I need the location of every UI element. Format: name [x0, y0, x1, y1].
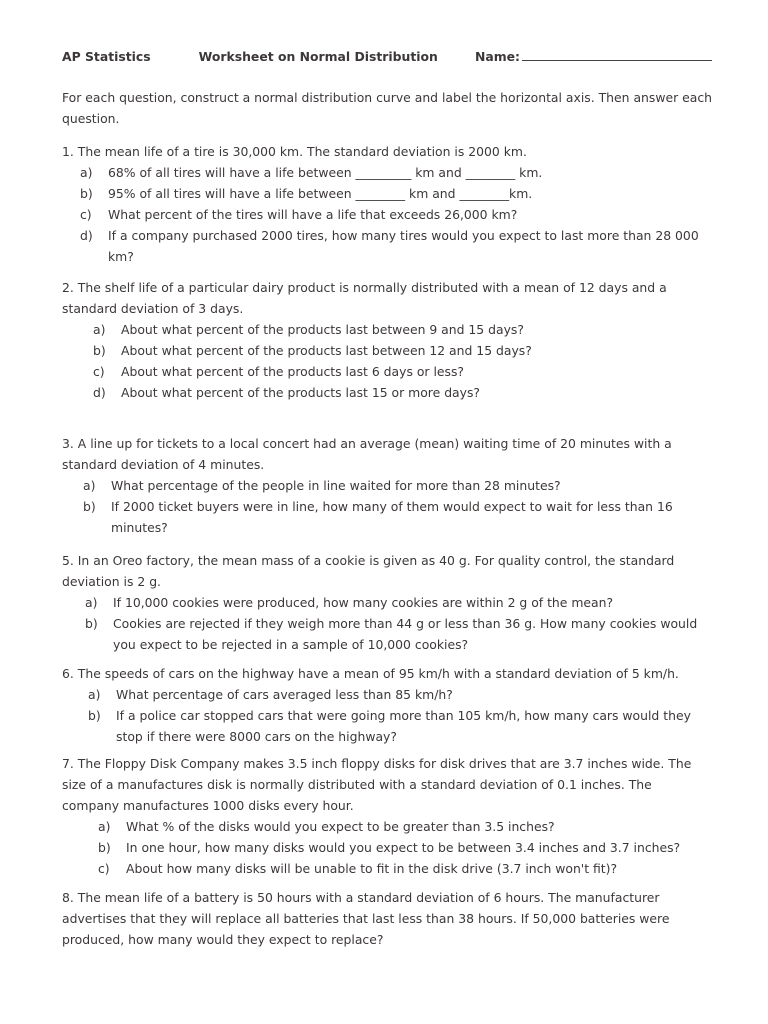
part-text: 68% of all tires will have a life between _________ km and ________ km.	[108, 165, 543, 181]
question-5-number: 5.	[62, 553, 74, 569]
part-row	[83, 496, 712, 538]
part-row	[98, 837, 712, 858]
question-7-parts	[98, 816, 712, 879]
question-2-parts	[93, 319, 712, 403]
part-label: b)	[85, 616, 98, 632]
part-row	[93, 382, 712, 403]
part-text: What percent of the tires will have a life that exceeds 26,000 km?	[108, 207, 518, 223]
part-label: a)	[83, 478, 96, 494]
part-row	[93, 340, 712, 361]
part-row	[85, 592, 712, 613]
part-row	[80, 183, 712, 204]
part-text: What percentage of cars averaged less than 85 km/h?	[116, 687, 453, 703]
part-text: About how many disks will be unable to fit in the disk drive (3.7 inch won't fit)?	[126, 861, 618, 877]
question-1-body: The mean life of a tire is 30,000 km. The standard deviation is 2000 km.	[77, 144, 527, 160]
part-label: c)	[93, 364, 105, 380]
part-text: If 2000 ticket buyers were in line, how many of them would expect to wait for less than 16 minutes?	[111, 499, 673, 536]
name-label: Name:	[474, 49, 520, 64]
question-3-number: 3.	[62, 436, 74, 452]
question-8	[62, 887, 712, 950]
question-3-parts	[83, 475, 712, 538]
part-row	[80, 162, 712, 183]
question-8-number: 8.	[62, 890, 74, 906]
worksheet-title: Worksheet on Normal Distribution	[198, 49, 438, 64]
part-row	[88, 705, 712, 747]
part-row	[83, 475, 712, 496]
question-2-body: The shelf life of a particular dairy product is normally distributed with a mean of 12 days and a standard deviation of 3 days.	[62, 280, 667, 317]
name-field	[475, 46, 712, 67]
part-label: b)	[83, 499, 96, 515]
part-label: b)	[88, 708, 101, 724]
worksheet-header	[62, 46, 712, 67]
question-6-parts	[88, 684, 712, 747]
course-label: AP Statistics	[62, 49, 151, 64]
part-row	[98, 858, 712, 879]
part-label: c)	[80, 207, 92, 223]
question-7-number: 7.	[62, 756, 74, 772]
part-text: About what percent of the products last 6 days or less?	[121, 364, 465, 380]
question-8-body: The mean life of a battery is 50 hours with a standard deviation of 6 hours. The manufacturer advertises that they will replace all batteries that last less than 38 hours. If 50,000 batteries were produced, how many would they expect to replace?	[62, 890, 670, 948]
part-text: What percentage of the people in line waited for more than 28 minutes?	[111, 478, 561, 494]
question-6	[62, 663, 712, 747]
part-label: d)	[93, 385, 106, 401]
question-2	[62, 277, 712, 403]
question-8-text	[62, 887, 712, 950]
part-row	[80, 225, 712, 267]
part-text: Cookies are rejected if they weigh more than 44 g or less than 36 g. How many cookies would you expect to be rejected in a sample of 10,000 cookies?	[113, 616, 698, 653]
part-label: b)	[80, 186, 93, 202]
part-text: If a police car stopped cars that were going more than 105 km/h, how many cars would they stop if there were 8000 cars on the highway?	[116, 708, 691, 745]
part-text: About what percent of the products last 15 or more days?	[121, 385, 481, 401]
part-label: b)	[93, 343, 106, 359]
question-2-text	[62, 277, 712, 319]
part-label: c)	[98, 861, 110, 877]
part-label: a)	[98, 819, 111, 835]
part-text: What % of the disks would you expect to be greater than 3.5 inches?	[126, 819, 555, 835]
part-label: a)	[88, 687, 101, 703]
part-row	[85, 613, 712, 655]
question-7-body: The Floppy Disk Company makes 3.5 inch floppy disks for disk drives that are 3.7 inches wide. The size of a manufactures disk is normally distributed with a standard deviation of 0.1 inches. The company manufactures 1000 disks every hour.	[62, 756, 692, 814]
part-label: b)	[98, 840, 111, 856]
question-3-body: A line up for tickets to a local concert had an average (mean) waiting time of 20 minutes with a standard deviation of 4 minutes.	[62, 436, 672, 473]
instructions-text: For each question, construct a normal distribution curve and label the horizontal axis. Then answer each question.	[62, 90, 713, 126]
part-row	[80, 204, 712, 225]
part-text: About what percent of the products last between 9 and 15 days?	[121, 322, 524, 338]
question-5-parts	[85, 592, 712, 655]
part-text: 95% of all tires will have a life between ________ km and ________km.	[108, 186, 533, 202]
part-text: If a company purchased 2000 tires, how many tires would you expect to last more than 28 000 km?	[108, 228, 699, 265]
question-1-number: 1.	[62, 144, 74, 160]
question-7-text	[62, 753, 712, 816]
question-6-body: The speeds of cars on the highway have a mean of 95 km/h with a standard deviation of 5 km/h.	[77, 666, 679, 682]
question-7	[62, 753, 712, 879]
question-1-parts	[80, 162, 712, 267]
question-1	[62, 141, 712, 267]
part-label: a)	[93, 322, 106, 338]
question-5-text	[62, 550, 712, 592]
part-text: In one hour, how many disks would you expect to be between 3.4 inches and 3.7 inches?	[126, 840, 681, 856]
part-label: a)	[85, 595, 98, 611]
part-text: About what percent of the products last between 12 and 15 days?	[121, 343, 532, 359]
question-3-text	[62, 433, 712, 475]
part-text: If 10,000 cookies were produced, how many cookies are within 2 g of the mean?	[113, 595, 614, 611]
name-blank-line	[522, 46, 712, 61]
question-2-number: 2.	[62, 280, 74, 296]
part-label: d)	[80, 228, 93, 244]
part-row	[93, 319, 712, 340]
question-5-body: In an Oreo factory, the mean mass of a cookie is given as 40 g. For quality control, the standard deviation is 2 g.	[62, 553, 675, 590]
question-1-text	[62, 141, 712, 162]
part-row	[88, 684, 712, 705]
question-6-number: 6.	[62, 666, 74, 682]
part-row	[98, 816, 712, 837]
question-5	[62, 550, 712, 655]
part-row	[93, 361, 712, 382]
question-3	[62, 433, 712, 538]
question-6-text	[62, 663, 712, 684]
part-label: a)	[80, 165, 93, 181]
